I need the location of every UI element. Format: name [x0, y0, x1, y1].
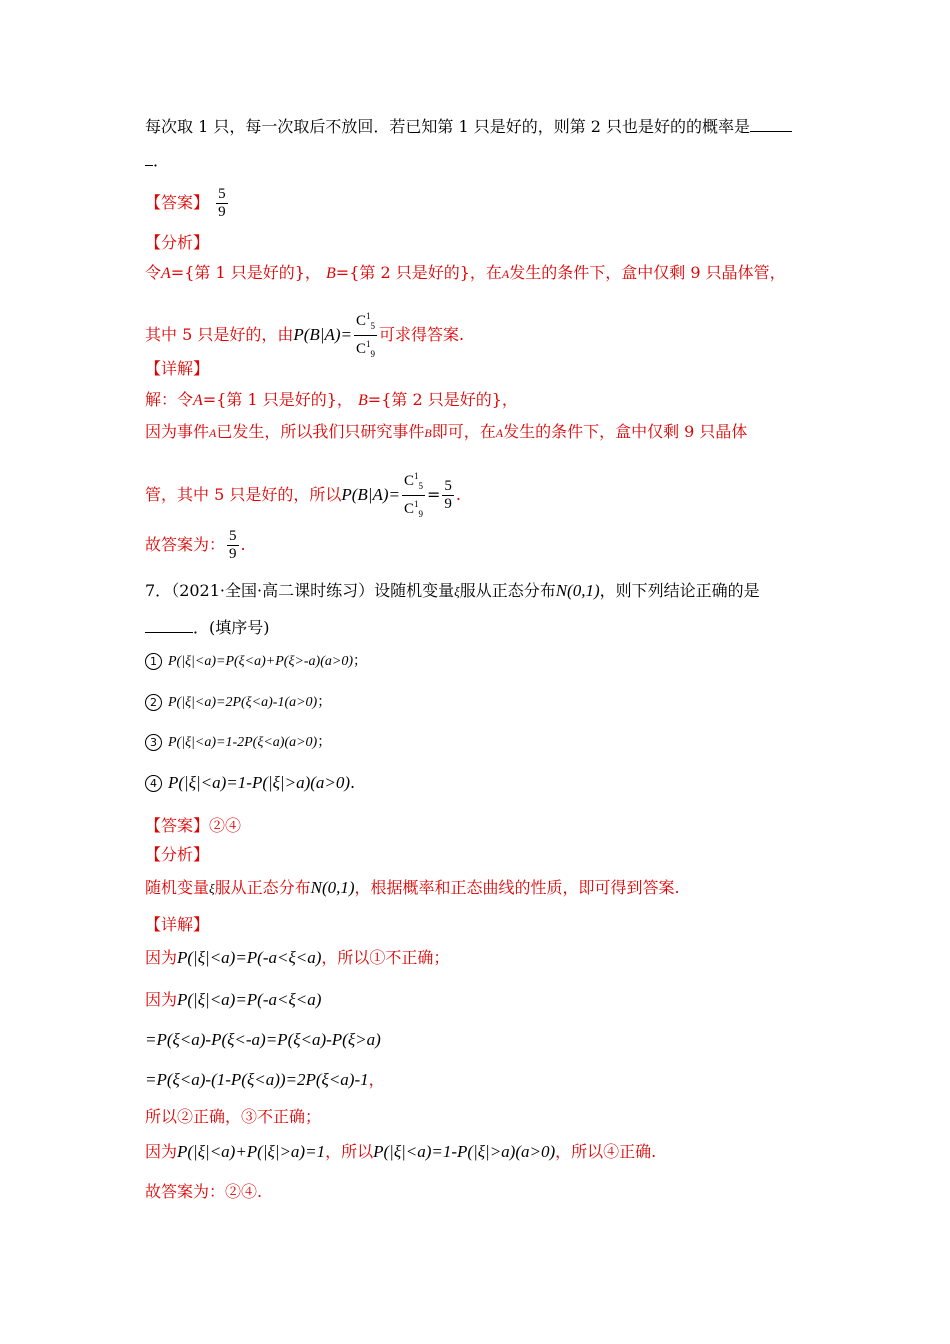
q7-answer: 【答案】②④: [145, 816, 242, 835]
answer-blank-tail: [145, 151, 153, 166]
q7-stem: 7．（2021·全国·高二课时练习）设随机变量ξ服从正态分布N(0,1)，则下列结论正确的是: [145, 581, 760, 600]
fraction-c5-c9: $\frac{C^1_5}{C^1_9}$: [402, 468, 425, 523]
fraction-c5-c9: $\frac{C^1_5}{C^1_9}$: [354, 308, 377, 363]
q7-detail-1: 因为P(|ξ|<a)=P(-a<ξ<a)，所以①不正确；: [145, 948, 450, 967]
circled-number: 4: [145, 775, 162, 792]
fraction: $\frac{5}{9}$: [229, 528, 237, 562]
q6-detail-line3: 管，其中 5 只是好的，所以P(B|A)= $\frac{C^1_5}{C^1_9}$ = $\frac{5}{9}$ .: [145, 468, 461, 523]
q7-option-4: 4 P(|ξ|<a)=1-P(|ξ|>a)(a>0).: [145, 772, 355, 794]
q6-answer: 【答案】 $\frac{5}{9}$: [145, 186, 226, 220]
q6-analysis-tag: 【分析】: [145, 233, 210, 252]
q6-detail-line2: 因为事件A已发生，所以我们只研究事件B即可，在A发生的条件下，盒中仅剩 9 只晶体: [145, 422, 748, 441]
q7-detail-tag: 【详解】: [145, 915, 210, 934]
q6-conclusion: 故答案为： $\frac{5}{9}$ .: [145, 528, 246, 562]
q7-analysis-tag: 【分析】: [145, 845, 210, 864]
q6-detail-line1: 解：令A={第 1 只是好的}， B={第 2 只是好的}，: [145, 390, 518, 409]
q6-stem-line2: ．: [145, 150, 169, 172]
q6-analysis-line1: 令A={第 1 只是好的}， B={第 2 只是好的}，在A发生的条件下，盒中仅剩 9 只晶体管，: [145, 263, 786, 282]
q7-detail-6: 因为P(|ξ|<a)+P(|ξ|>a)=1，所以P(|ξ|<a)=1-P(|ξ|>a)(a>0)，所以④正确.: [145, 1142, 657, 1161]
q7-final: 故答案为：②④.: [145, 1182, 263, 1201]
circled-number: 1: [145, 653, 162, 670]
circled-number: 2: [145, 694, 162, 711]
q7-option-3: 3 P(|ξ|<a)=1-2P(ξ<a)(a>0)；: [145, 731, 331, 754]
q7-stem-line2: ．(填序号): [145, 617, 270, 639]
q7-detail-4: =P(ξ<a)-(1-P(ξ<a))=2P(ξ<a)-1，: [145, 1070, 385, 1089]
fraction: $\frac{5}{9}$: [218, 186, 226, 220]
q7-detail-5: 所以②正确，③不正确；: [145, 1107, 322, 1126]
q7-detail-2: 因为P(|ξ|<a)=P(-a<ξ<a): [145, 990, 322, 1009]
q7-option-2: 2 P(|ξ|<a)=2P(ξ<a)-1(a>0)；: [145, 691, 331, 714]
q7-detail-3: =P(ξ<a)-P(ξ<-a)=P(ξ<a)-P(ξ>a): [145, 1030, 381, 1049]
answer-blank: [145, 618, 193, 633]
q7-option-1: 1 P(|ξ|<a)=P(ξ<a)+P(ξ>-a)(a>0)；: [145, 650, 367, 673]
q6-analysis-line2: 其中 5 只是好的，由P(B|A)= $\frac{C^1_5}{C^1_9}$ 可求得答案.: [145, 308, 464, 363]
answer-blank: [750, 117, 792, 132]
q6-stem-line: 每次取 1 只，每一次取后不放回．若已知第 1 只是好的，则第 2 只也是好的的概率是: [145, 116, 792, 138]
q7-analysis: 随机变量ξ服从正态分布N(0,1)，根据概率和正态曲线的性质，即可得到答案.: [145, 878, 680, 897]
fraction: $\frac{5}{9}$: [444, 478, 452, 512]
circled-number: 3: [145, 734, 162, 751]
q6-detail-tag: 【详解】: [145, 359, 210, 378]
